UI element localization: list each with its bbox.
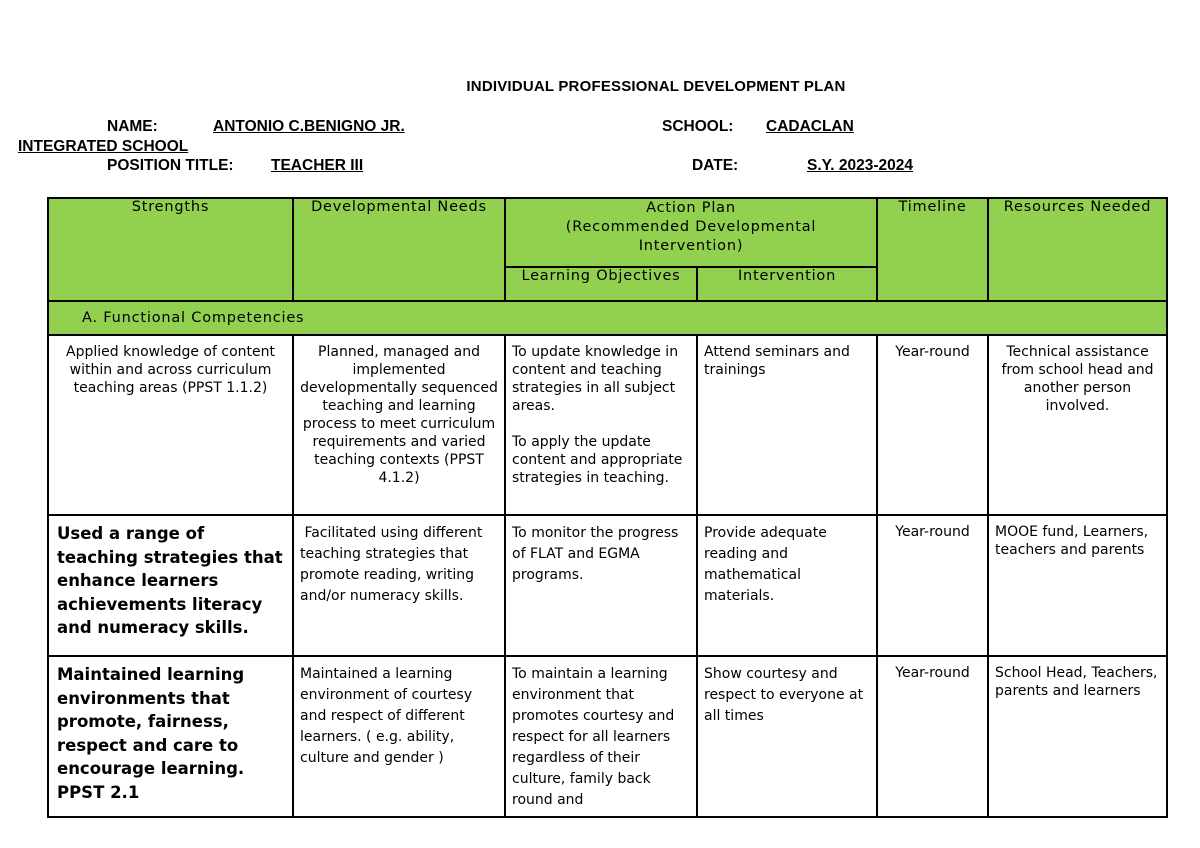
header-resources-needed: Resources Needed xyxy=(988,198,1167,301)
cell-intervention: Show courtesy and respect to everyone at all times xyxy=(697,656,877,817)
header-action-plan: Action Plan (Recommended Developmental Intervention) xyxy=(505,198,877,267)
name-label: NAME: xyxy=(107,118,158,135)
cell-timeline: Year-round xyxy=(877,515,988,656)
school-label: SCHOOL: xyxy=(662,118,734,135)
cell-objective: To maintain a learning environment that promotes courtesy and respect for all learners regardless of their culture, family back round and xyxy=(505,656,697,817)
cell-timeline: Year-round xyxy=(877,656,988,817)
section-functional-competencies: A. Functional Competencies xyxy=(48,301,1167,335)
cell-objective: To update knowledge in content and teaching strategies in all subject areas. To apply the update content and appropriate strategies in teaching. xyxy=(505,335,697,515)
cell-need: Maintained a learning environment of courtesy and respect of different learners. ( e.g. ability, culture and gender ) xyxy=(293,656,505,817)
cell-resources: MOOE fund, Learners, teachers and parents xyxy=(988,515,1167,656)
cell-intervention: Attend seminars and trainings xyxy=(697,335,877,515)
cell-need: Planned, managed and implemented developmentally sequenced teaching and learning process to meet curriculum requirements and varied teaching contexts (PPST 4.1.2) xyxy=(293,335,505,515)
position-value: TEACHER III xyxy=(271,157,364,174)
school-value: CADACLAN xyxy=(766,118,854,135)
page-title: INDIVIDUAL PROFESSIONAL DEVELOPMENT PLAN xyxy=(466,78,846,95)
date-label: DATE: xyxy=(692,157,739,174)
header-intervention: Intervention xyxy=(697,267,877,301)
cell-resources: School Head, Teachers, parents and learners xyxy=(988,656,1167,817)
cell-need: Facilitated using different teaching strategies that promote reading, writing and/or numeracy skills. xyxy=(293,515,505,656)
table-row xyxy=(48,656,1167,817)
name-value: ANTONIO C.BENIGNO JR. xyxy=(213,118,405,135)
school-value-cont: INTEGRATED SCHOOL xyxy=(18,138,189,155)
cell-strength: Used a range of teaching strategies that enhance learners achievements literacy and numeracy skills. xyxy=(48,515,293,656)
cell-intervention: Provide adequate reading and mathematical materials. xyxy=(697,515,877,656)
header-strengths: Strengths xyxy=(48,198,293,301)
header-learning-objectives: Learning Objectives xyxy=(505,267,697,301)
header-timeline: Timeline xyxy=(877,198,988,301)
position-label: POSITION TITLE: xyxy=(107,157,234,174)
cell-timeline: Year-round xyxy=(877,335,988,515)
table-row xyxy=(48,335,1167,515)
table-row xyxy=(48,515,1167,656)
header-developmental-needs: Developmental Needs xyxy=(293,198,505,301)
cell-strength: Applied knowledge of content within and across curriculum teaching areas (PPST 1.1.2) xyxy=(48,335,293,515)
cell-resources: Technical assistance from school head and another person involved. xyxy=(988,335,1167,515)
cell-strength: Maintained learning environments that promote, fairness, respect and care to encourage learning. PPST 2.1 xyxy=(48,656,293,817)
date-value: S.Y. 2023-2024 xyxy=(807,157,914,174)
development-plan-table xyxy=(47,197,1168,818)
cell-objective: To monitor the progress of FLAT and EGMA programs. xyxy=(505,515,697,656)
